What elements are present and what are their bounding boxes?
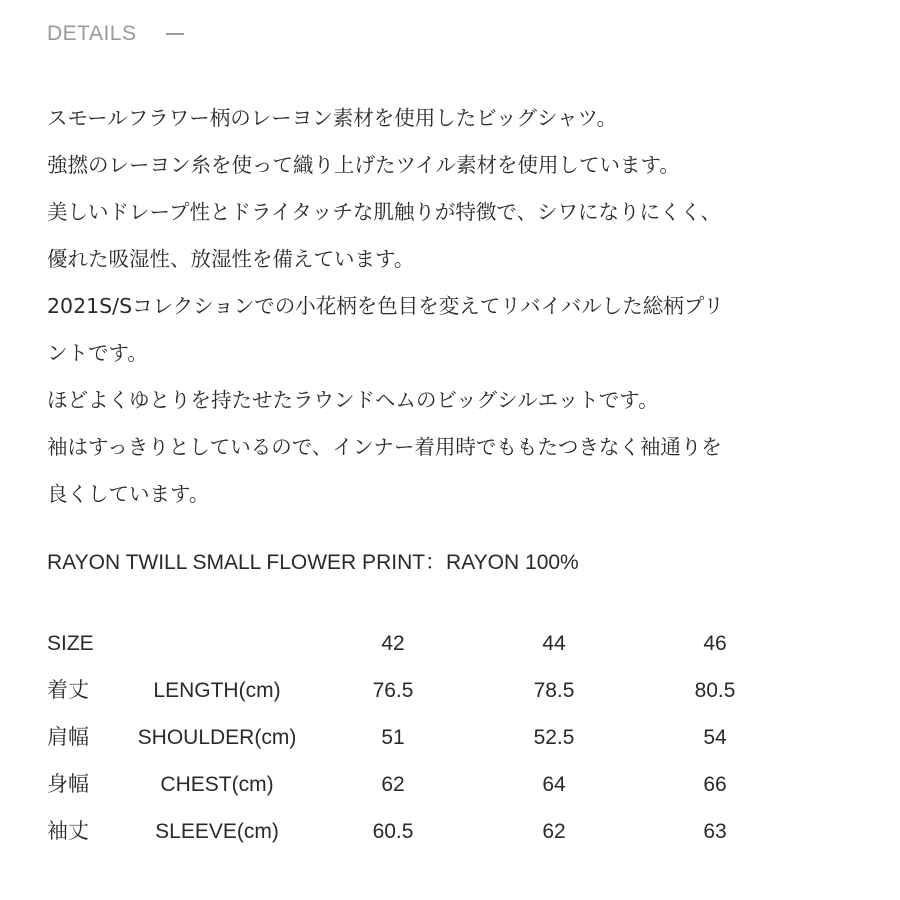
table-cell: 78.5 [533,679,575,702]
product-description [47,95,877,518]
size-column-header: 42 [381,632,405,655]
size-header-row [47,620,807,667]
details-title: DETAILS [47,22,137,45]
measure-jp-label: 身幅 [47,772,89,796]
table-cell: 64 [542,773,566,796]
measure-jp-label: 着丈 [47,678,89,702]
table-cell: 66 [703,773,727,796]
size-label: SIZE [47,632,94,655]
material-composition: RAYON TWILL SMALL FLOWER PRINT：RAYON 100% [47,551,579,574]
size-column-header: 44 [542,632,566,655]
description-line: 美しいドレープ性とドライタッチな肌触りが特徴で、シワになりにくく、 [47,200,722,224]
description-line: ほどよくゆとりを持たせたラウンドヘムのビッグシルエットです。 [47,388,659,412]
table-cell: 52.5 [533,726,575,749]
description-line: スモールフラワー柄のレーヨン素材を使用したビッグシャツ。 [47,106,618,130]
description-line: 強撚のレーヨン糸を使って織り上げたツイル素材を使用しています。 [47,153,680,177]
description-line: 2021S/Sコレクションでの小花柄を色目を変えてリバイバルした総柄プリ [47,294,724,318]
table-cell: 63 [703,820,727,843]
description-line: ントです。 [47,341,148,365]
table-cell: 60.5 [372,820,414,843]
table-cell: 76.5 [372,679,414,702]
description-line: 良くしています。 [47,482,210,506]
table-cell: 80.5 [694,679,736,702]
table-cell: 51 [381,726,405,749]
table-row [47,808,807,855]
table-row [47,761,807,808]
description-line: 袖はすっきりとしているので、インナー着用時でももたつきなく袖通りを [47,435,722,459]
collapse-dash-icon[interactable] [166,33,184,35]
description-line: 優れた吸湿性、放湿性を備えています。 [47,247,415,271]
table-row [47,714,807,761]
measure-jp-label: 肩幅 [47,725,89,749]
measure-en-label: SHOULDER(cm) [137,726,297,749]
table-cell: 62 [542,820,566,843]
measure-en-label: LENGTH(cm) [153,679,281,702]
measure-en-label: SLEEVE(cm) [155,820,279,843]
table-cell: 62 [381,773,405,796]
measure-jp-label: 袖丈 [47,819,89,843]
table-row [47,667,807,714]
details-header[interactable] [47,20,184,48]
size-table [47,620,807,855]
table-cell: 54 [703,726,727,749]
measure-en-label: CHEST(cm) [160,773,274,796]
size-column-header: 46 [703,632,727,655]
